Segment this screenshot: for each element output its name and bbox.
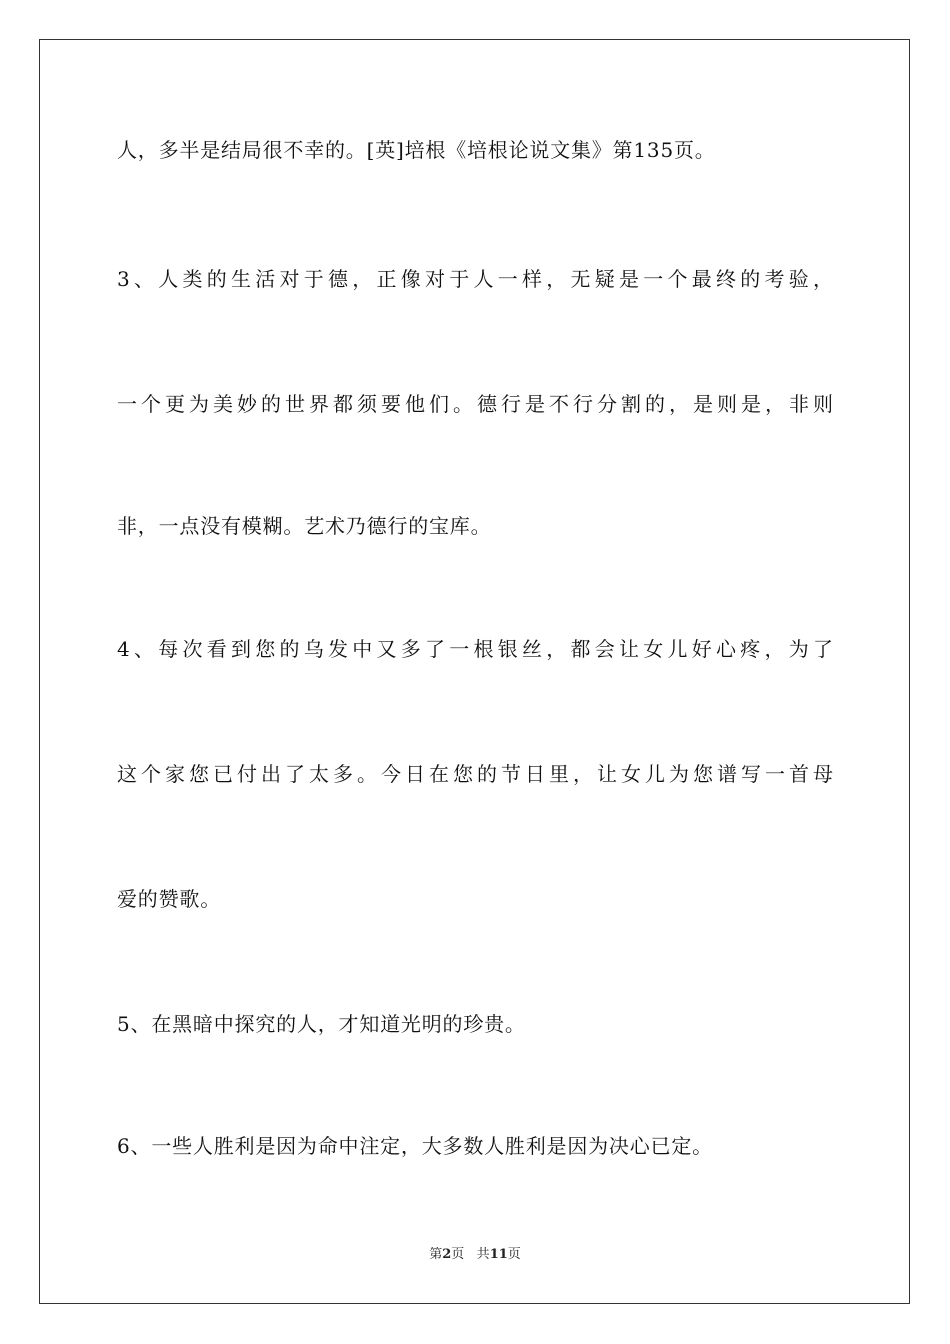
text-line: 6、一些人胜利是因为命中注定，大多数人胜利是因为决心已定。 xyxy=(117,1134,713,1158)
page-number-prefix: 第 xyxy=(429,1247,443,1262)
text-line: 3、人类的生活对于德，正像对于人一样，无疑是一个最终的考验， xyxy=(117,267,833,291)
page-footer xyxy=(0,1247,950,1263)
text-line: 爱的赞歌。 xyxy=(117,887,221,911)
total-pages-prefix: 共 xyxy=(476,1247,490,1262)
page-number-suffix: 页 xyxy=(451,1247,465,1262)
text-line: 人，多半是结局很不幸的。[英]培根《培根论说文集》第135页。 xyxy=(117,138,716,162)
page-border xyxy=(39,39,910,1304)
text-line: 非，一点没有模糊。艺术乃德行的宝库。 xyxy=(117,514,492,538)
total-page-count: 11 xyxy=(489,1247,508,1262)
text-line: 5、在黑暗中探究的人，才知道光明的珍贵。 xyxy=(117,1012,526,1036)
text-line: 这个家您已付出了太多。今日在您的节日里，让女儿为您谱写一首母 xyxy=(117,762,833,786)
total-pages-suffix: 页 xyxy=(507,1247,521,1262)
current-page-number: 2 xyxy=(442,1247,452,1262)
text-line: 一个更为美妙的世界都须要他们。德行是不行分割的，是则是，非则 xyxy=(117,392,833,416)
text-line: 4、每次看到您的乌发中又多了一根银丝，都会让女儿好心疼，为了 xyxy=(117,637,833,661)
